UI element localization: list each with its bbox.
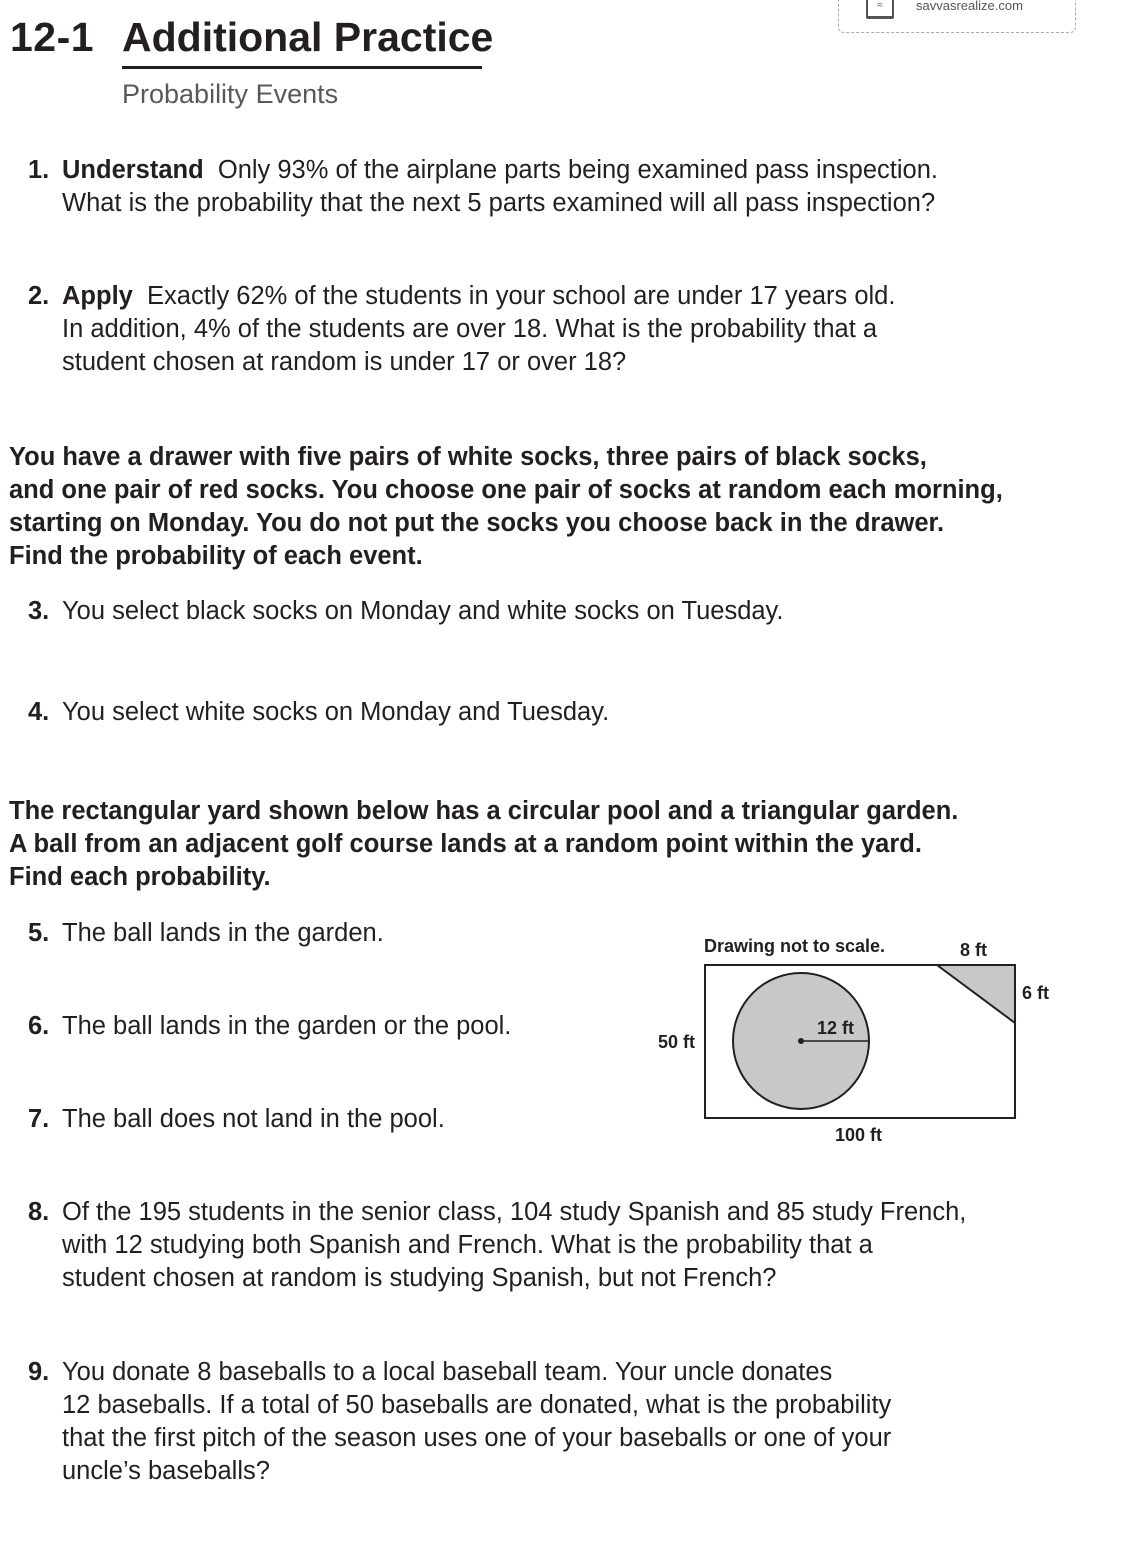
problem-text-line: In addition, 4% of the students are over 18. What is the probability that a	[62, 315, 878, 343]
problem-number: 1.	[28, 156, 50, 184]
problem-text-line: The ball does not land in the pool.	[62, 1105, 445, 1133]
problem-text-line: Only 93% of the airplane parts being examined pass inspection.	[217, 156, 938, 184]
problem-text-line: You select black socks on Monday and white socks on Tuesday.	[62, 597, 784, 625]
instruction-line: starting on Monday. You do not put the socks you choose back in the drawer.	[9, 509, 945, 537]
problem-text-line: The ball lands in the garden or the pool.	[62, 1012, 512, 1040]
problem-text-line: student chosen at random is under 17 or over 18?	[62, 348, 627, 376]
problem-number: 9.	[28, 1358, 50, 1386]
problem-text-line: with 12 studying both Spanish and French. What is the probability that a	[62, 1231, 873, 1259]
problem-label: Understand	[62, 156, 204, 184]
drawing-note: Drawing not to scale.	[704, 936, 886, 956]
pool-center-dot	[798, 1038, 804, 1044]
problem-number: 5.	[28, 919, 50, 947]
yard-diagram	[640, 925, 1080, 1150]
page-title: Additional Practice	[122, 14, 494, 60]
instruction-line: A ball from an adjacent golf course lands at a random point within the yard.	[9, 830, 922, 858]
problem-text-line: 12 baseballs. If a total of 50 baseballs are donated, what is the probability	[62, 1391, 892, 1419]
site-url[interactable]: savvasrealize.com	[916, 0, 1023, 13]
title-underline	[122, 66, 482, 69]
problem-text-line: You donate 8 baseballs to a local baseball team. Your uncle donates	[62, 1358, 833, 1386]
yard-instructions	[9, 795, 1089, 894]
problem-number: 3.	[28, 597, 50, 625]
instruction-line: Find each probability.	[9, 863, 271, 891]
problem-text-line: Of the 195 students in the senior class, 104 study Spanish and 85 study French,	[62, 1198, 967, 1226]
problem-text-line: The ball lands in the garden.	[62, 919, 384, 947]
problem-text-line: Exactly 62% of the students in your school are under 17 years old.	[147, 282, 896, 310]
instruction-line: and one pair of red socks. You choose one pair of socks at random each morning,	[9, 476, 1003, 504]
problem-number: 8.	[28, 1198, 50, 1226]
page-subtitle: Probability Events	[122, 79, 339, 109]
problem-number: 2.	[28, 282, 50, 310]
instruction-line: You have a drawer with five pairs of white socks, three pairs of black socks,	[9, 443, 927, 471]
instruction-line: Find the probability of each event.	[9, 542, 423, 570]
problem-text-line: that the first pitch of the season uses one of your baseballs or one of your	[62, 1424, 892, 1452]
laptop-icon: ≈	[866, 0, 894, 19]
problem-text-line: You select white socks on Monday and Tuesday.	[62, 698, 610, 726]
problem-number: 7.	[28, 1105, 50, 1133]
garden-side-label: 6 ft	[1022, 983, 1049, 1003]
problem-number: 6.	[28, 1012, 50, 1040]
lesson-number: 12-1	[10, 14, 95, 60]
problem-text-line: What is the probability that the next 5 parts examined will all pass inspection?	[62, 189, 936, 217]
yard-height-label: 50 ft	[658, 1032, 696, 1052]
yard-width-label: 100 ft	[835, 1125, 883, 1145]
socks-instructions	[9, 441, 1089, 573]
garden-top-label: 8 ft	[960, 940, 987, 960]
problem-number: 4.	[28, 698, 50, 726]
problem-text-line: uncle’s baseballs?	[62, 1457, 270, 1485]
problem-text-line: student chosen at random is studying Spanish, but not French?	[62, 1264, 777, 1292]
pool-radius-label: 12 ft	[817, 1018, 855, 1038]
problem-label: Apply	[62, 282, 133, 310]
instruction-line: The rectangular yard shown below has a circular pool and a triangular garden.	[9, 797, 959, 825]
